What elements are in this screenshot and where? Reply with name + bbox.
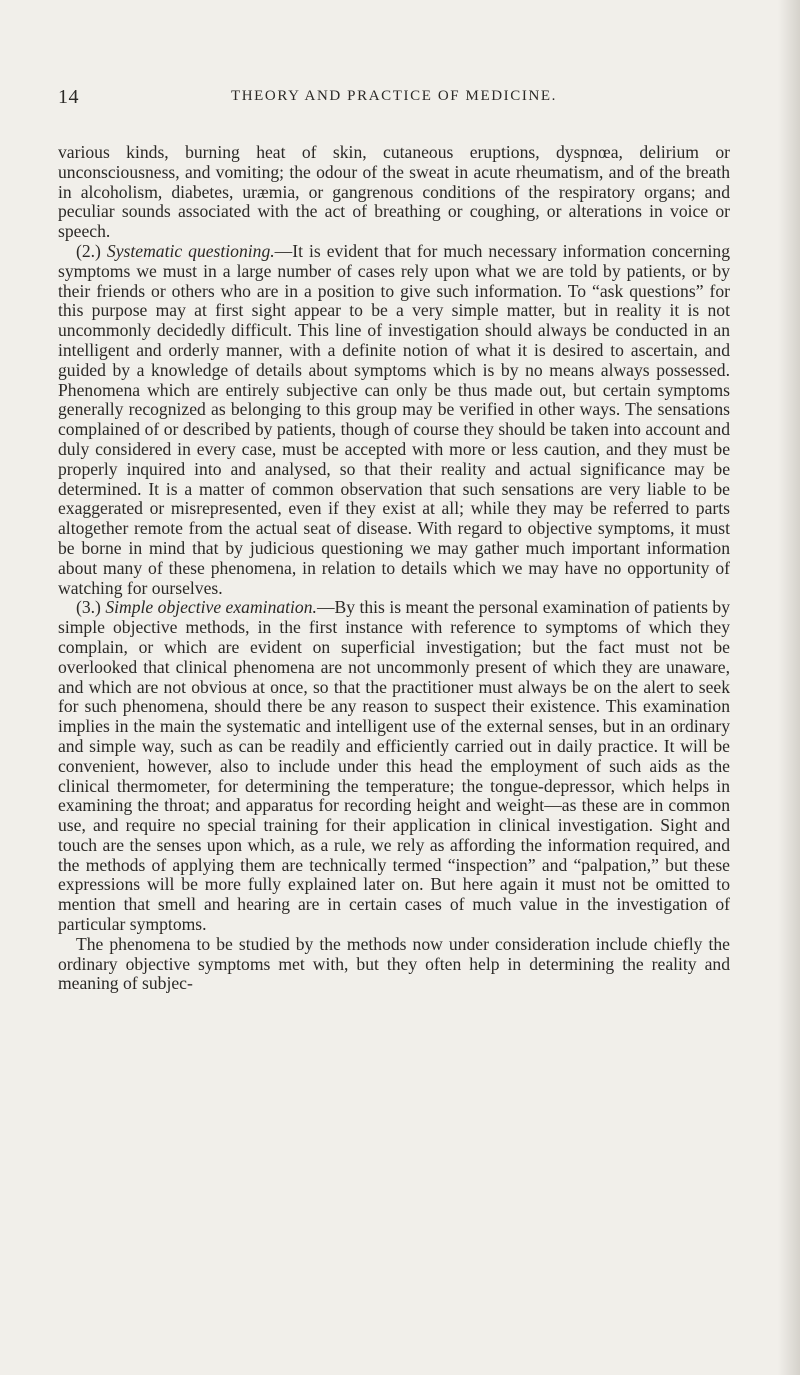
body-text [58, 143, 730, 994]
paragraph-phenomena [58, 935, 730, 994]
section-heading: Systematic questioning. [106, 240, 275, 261]
section-heading: Simple objective examination. [105, 597, 317, 618]
paragraph-continuation [58, 143, 730, 242]
page-number: 14 [58, 86, 79, 108]
section-number: (3.) [76, 597, 101, 618]
page-header [58, 86, 730, 110]
paragraph-text: The phenomena to be studied by the methods now under consideration include chiefly the ordinary objective symptoms met with, but they often help in determining the reality and meaning of subjec- [58, 933, 730, 994]
running-title: THEORY AND PRACTICE OF MEDICINE. [230, 88, 558, 104]
paragraph-simple-objective-examination [58, 598, 730, 935]
paragraph-systematic-questioning [58, 242, 730, 598]
paragraph-text: —By this is meant the personal examination of patients by simple objective methods, in the first instance with reference to symptoms of which they complain, or which are evident on superficial investigation; but the fact must not be overlooked that clinical phenomena are not uncommonly present of which they are unaware, and which are not obvious at once, so that the practitioner must always be on the alert to seek for such phenomena, should there be any reason to suspect their existence. This examination implies in the main the systematic and intelligent use of the external senses, but in an ordinary and simple way, such as can be readily and efficiently carried out in daily practice. It will be convenient, however, also to include under this head the employment of such aids as the clinical thermometer, for determining the temperature; the tongue-depressor, which helps in examining the throat; and apparatus for recording height and weight—as these are in common use, and require no special training for their application in clinical investigation. Sight and touch are the senses upon which, as a rule, we rely as affording the information required, and the methods of applying them are technically termed “inspection” and “palpation,” but these expressions will be more fully explained later on. But here again it must not be omitted to mention that smell and hearing are in certain cases of much value in the investigation of particular symptoms. [58, 597, 730, 935]
section-number: (2.) [76, 240, 101, 261]
paragraph-text: —It is evident that for much necessary information concerning symptoms we must in a large number of cases rely upon what we are told by patients, or by their friends or others who are in a position to give such information. To “ask questions” for this purpose may at first sight appear to be a very simple matter, but in reality it is not uncommonly decidedly difficult. This line of investigation should always be conducted in an intelligent and orderly manner, with a definite notion of what it is desired to ascertain, and guided by a knowledge of details about symptoms which is by no means always possessed. Phenomena which are entirely subjective can only be thus made out, but certain symptoms generally recognized as belonging to this group may be verified in other ways. The sensations complained of or described by patients, though of course they should be taken into account and duly considered in every case, must be accepted with more or less caution, and they must be properly inquired into and analysed, so that their reality and actual significance may be determined. It is a matter of common observation that such sensations are very liable to be exaggerated or misrepresented, even if they exist at all; while they may be referred to parts altogether remote from the actual seat of disease. With regard to objective symptoms, it must be borne in mind that by judicious questioning we may gather much important information about many of these phenomena, in relation to details which we may have no opportunity of watching for ourselves. [58, 240, 731, 598]
page-gutter-shadow [778, 0, 800, 1375]
paragraph-text: various kinds, burning heat of skin, cutaneous eruptions, dyspnœa, delirium or unconsciousness, and vomiting; the odour of the sweat in acute rheumatism, and of the breath in alcoholism, diabetes, uræmia, or gangrenous conditions of the respiratory organs; and peculiar sounds associated with the act of breathing or coughing, or alterations in voice or speech. [58, 142, 730, 242]
